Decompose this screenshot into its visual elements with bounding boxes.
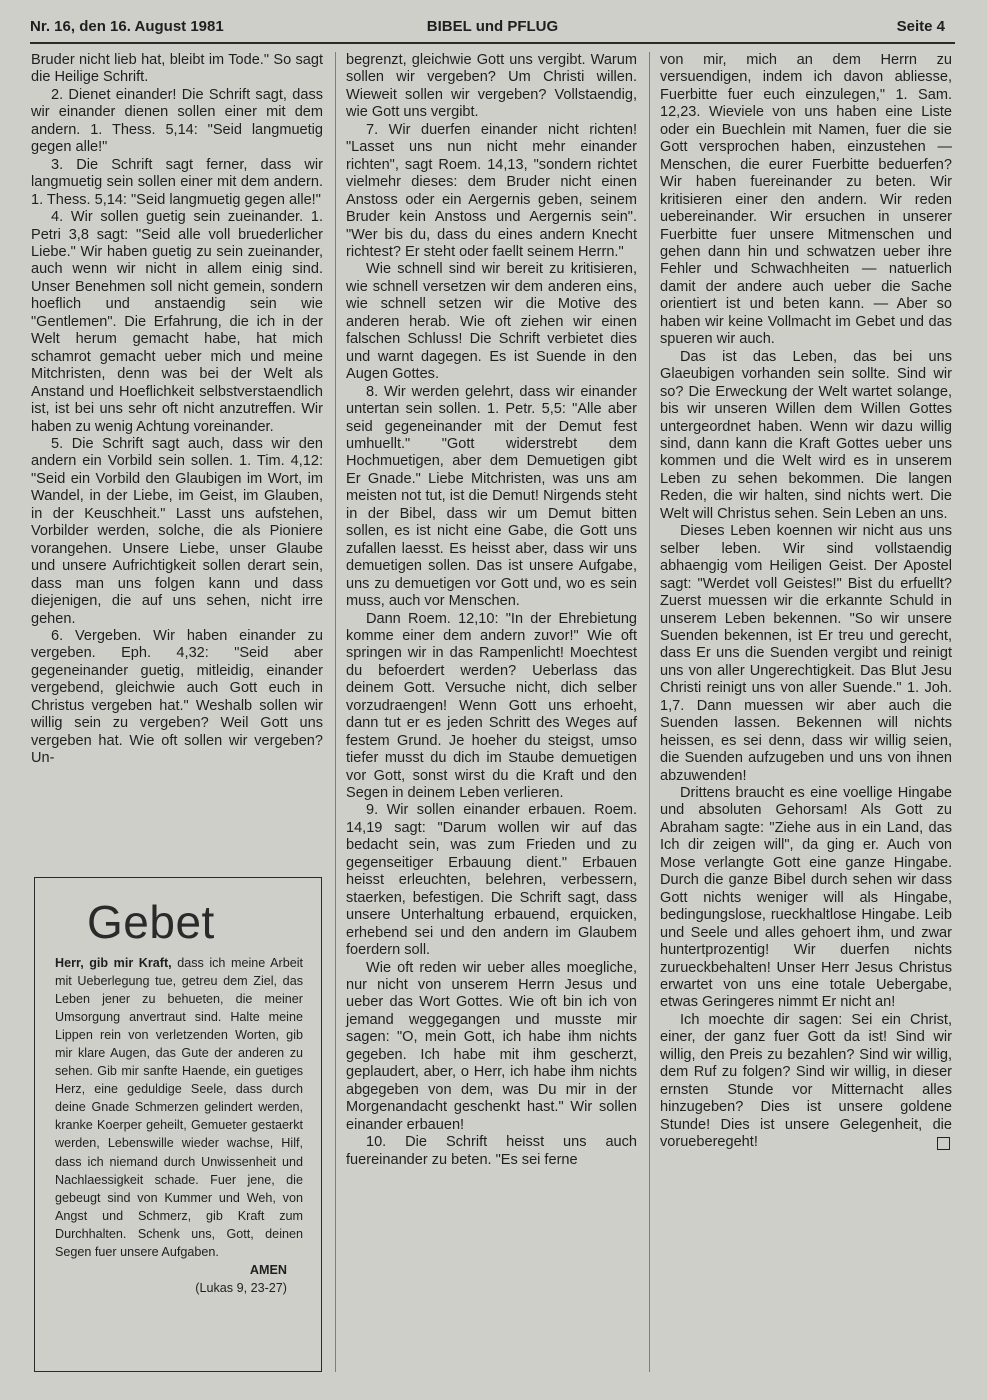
paragraph: 4. Wir sollen guetig sein zueinander. 1. Petri 3,8 sagt: "Seid alle voll bruederlicher Liebe." Wir haben guetig zu sein zueinander, auch wenn wir nicht in allem einig sind. Unser Benehmen soll nicht gemein, sondern hoeflich und anstaendig sein wie "Gentlemen". Die Erfahrung, die ich in der Welt herum gemacht habe, hat mich schamrot gemacht ueber mich und meine Mitchristen, denn was bei der Welt als Anstand und Hoeflichkeit selbstverstaendlich ist, ist bei uns sehr oft nicht anzutreffen. Wir haben zu wenig Achtung voreinander. [31, 209, 323, 435]
column-rule [649, 52, 650, 1372]
prayer-body: dass ich meine Arbeit mit Ueberlegung tue, getreu dem Ziel, das Leben jener zu behueten, die meiner Umsorgung anvertraut sind. Halte meine Lippen rein von verletzenden Worten, gib mir klare Augen, das Gute der anderen zu sehen. Gib mir sanfte Haende, ein guetiges Herz, eine geduldige Seele, dass durch deine Gnade Schmerzen gelindert werden, kranke Koerper geheilt, Gemueter gestaerkt werden, Lebenswille wieder wachse, Hilf, dass ich niemand durch Unwissenheit und Nachlaessigkeit schade. Fuer jene, die gebeugt sind von Kummer und Weh, von Angst und Schmerz, gib Kraft zum Durchhalten. Schenk uns, Gott, deinen Segen fuer unsere Aufgaben. [55, 956, 303, 1259]
paragraph: 2. Dienet einander! Die Schrift sagt, dass wir einander dienen sollen einer mit dem andern. 1. Thess. 5,14: "Seid langmuetig gegen alle!" [31, 86, 323, 156]
paragraph: 10. Die Schrift heisst uns auch fuereinander zu beten. "Es sei ferne [346, 1134, 637, 1168]
column-rule [335, 52, 336, 1372]
prayer-text [55, 954, 303, 1261]
paragraph: Wie schnell sind wir bereit zu kritisieren, wie schnell versetzen wir dem anderen eins, wie schnell setzen wir die Motive des anderen herab. Wie oft ziehen wir einen falschen Schluss! Die Schrift verbietet dies und warnt dagegen. Es ist Suende in den Augen Gottes. [346, 261, 637, 383]
paragraph-text: Ich moechte dir sagen: Sei ein Christ, einer, der ganz fuer Gott da ist! Sind wir willig, den Preis zu bezahlen? Sind wir willig, dem Ruf zu folgen? Sind wir willig, in dieser ernsten Stunde vor Mitternacht alles hinzugeben? Dies ist unsere goldene Stunde! Dies ist unsere Gelegenheit, die vorueberegeht! [660, 1011, 952, 1151]
paragraph: Das ist das Leben, das bei uns Glaeubigen vorhanden sein sollte. Sind wir so? Die Erweckung der Welt wartet solange, bis wir unseren Willen dem Willen Gottes untergeordnet haben. Wenn wir dazu willig sind, dann kann die Kraft Gottes ueber uns kommen und die Welt wird es in unserem Leben zu sehen bekommen. Die langen Reden, die wir halten, sind nichts wert. Die Welt will Christus sehen. Sein Leben an uns. [660, 348, 952, 522]
page-number: Seite 4 [896, 18, 945, 35]
article-column-2 [346, 52, 637, 1169]
prayer-box [34, 877, 322, 1372]
paragraph: begrenzt, gleichwie Gott uns vergibt. Warum sollen wir vergeben? Um Christi willen. Wieweit sollen wir vergeben? Vollstaendig, wie Gott uns vergibt. [346, 52, 637, 121]
page-header [30, 12, 955, 44]
publication-title: BIBEL und PFLUG [426, 18, 559, 35]
paragraph: Dann Roem. 12,10: "In der Ehrebietung komme einer dem andern zuvor!" Wie oft springen wir in das Rampenlicht! Moechtest du befoerdert werden? Ueberlass das deinem Gott. Versuche nicht, dich selber vorzudraengen! Wenn Gott uns erhoeht, dann tut er es jeden Schritt des Weges auf festem Grund. Je hoeher du steigst, umso tiefer musst du dich im Staube demuetigen vor Gott, sonst wirst du die Kraft und den Segen in deinem Leben verlieren. [346, 610, 637, 802]
end-of-article-box [937, 1137, 950, 1150]
paragraph: 8. Wir werden gelehrt, dass wir einander untertan sein sollen. 1. Petr. 5,5: "Alle aber seid gegeneinander mit der Demut fest umhuellt." "Gott widerstrebt dem Hochmuetigen, aber dem Demuetigen gibt Er Gnade." Liebe Mitchristen, was uns am meisten not tut, ist die Demut! Nirgends steht in der Bibel, dass wir um Demut bitten sollen, es ist nicht eine Gabe, die Gott uns zufallen laesst. Es heisst aber, dass wir uns demuetigen sollen. Das ist unsere Aufgabe, uns zu demuetigen vor Gott und, wo es sein muss, auch vor Menschen. [346, 383, 637, 610]
article-column-3 [660, 52, 952, 1152]
paragraph [660, 1012, 952, 1152]
issue-date: Nr. 16, den 16. August 1981 [30, 18, 224, 35]
paragraph: 6. Vergeben. Wir haben einander zu vergeben. Eph. 4,32: "Seid aber gegeneinander guetig, mitleidig, einander vergebend, gleichwie auch Gott euch in Christus vergeben hat." Weshalb sollen wir willig sein zu vergeben? Weil Gott uns vergeben hat. Wie oft sollen wir vergeben? Un- [31, 627, 323, 767]
paragraph: Dieses Leben koennen wir nicht aus uns selber leben. Wir sind vollstaendig abhaengig vom Heiligen Geist. Der Apostel sagt: "Werdet voll Geistes!" Bist du erfuellt? Zuerst muessen wir die erkannte Schuld in unserem Leben bekennen. "So wir unsere Suenden bekennen, ist Er treu und gerecht, dass Er uns die Suenden vergibt und reinigt uns von aller Ungerechtigkeit. Das Blut Jesu Christi reinigt uns von aller Suende." 1. Joh. 1,7. Dann muessen wir aber auch die Suenden lassen. Bekennen will nichts heissen, es sei denn, dass wir willig seien, die Suenden aufzugeben und uns von ihnen abzuwenden! [660, 523, 952, 784]
paragraph: 9. Wir sollen einander erbauen. Roem. 14,19 sagt: "Darum wollen wir auf das bedacht sein, was zum Frieden und zu gegenseitiger Erbauung dient." Erbauen heisst erleuchten, belehren, verbessern, staerken, befestigen. Die Schrift sagt, dass unsere Unterhaltung erbauend, erquicken, erhebend sei und den andern im Glaubem foerdern soll. [346, 802, 637, 959]
paragraph: 7. Wir duerfen einander nicht richten! "Lasset uns nun nicht mehr einander richten", sagt Roem. 14,13, "sondern richtet vielmehr dieses: dem Bruder nicht einen Anstoss oder ein Aergernis geben, seinem Bruder kein Anstoss und Aergernis sein". "Wer bis du, dass du eines andern Knecht richtest? Er steht oder faellt seinem Herrn." [346, 121, 637, 260]
prayer-title: Gebet [87, 896, 215, 948]
prayer-reference: (Lukas 9, 23-27) [195, 1280, 287, 1295]
article-column-1 [31, 52, 323, 768]
prayer-lead: Herr, gib mir Kraft, [55, 956, 172, 970]
paragraph: 5. Die Schrift sagt auch, dass wir den andern ein Vorbild sein sollen. 1. Tim. 4,12: "Seid ein Vorbild den Glaubigen im Wort, im Wandel, in der Liebe, im Geist, im Glauben, in der Keuschheit." Lasst uns aufstehen, Vorbilder werden, solche, die als Pioniere vorangehen. Unsere Liebe, unser Glaube und unsere Aufrichtigkeit sollen derart sein, dass man uns folgen kann und dass diejenigen, die auf uns sehen, nicht irre gehen. [31, 435, 323, 627]
prayer-amen: AMEN [249, 1262, 287, 1277]
paragraph: 3. Die Schrift sagt ferner, dass wir langmuetig sein sollen einer mit dem andern. 1. Thess. 5,14: "Seid langmuetig gegen alle!" [31, 156, 323, 208]
paragraph: Bruder nicht lieb hat, bleibt im Tode." So sagt die Heilige Schrift. [31, 52, 323, 86]
paragraph: von mir, mich an dem Herrn zu versuendigen, indem ich davon abliesse, Fuerbitte fuer euch einzulegen," 1. Sam. 12,23. Wieviele von uns haben eine Liste oder ein Buechlein mit Namen, fuer die sie Gott versprochen haben, einzustehen — Menschen, die eurer Fuerbitte beduerfen? Wir haben fuereinander zu beten. Wir kritisieren einer den andern. Wir reden uebereinander. Wir ersuchen in unserer Fuerbitte fuer unsere Mitmenschen und gehen dann hin und schwatzen ueber ihre Fehler und Schwachheiten — natuerlich damit der andere auch ueber die Sache orientiert ist und beten kann. — Aber so haben wir keine Vollmacht im Gebet und das spueren wir auch. [660, 52, 952, 348]
paragraph: Wie oft reden wir ueber alles moegliche, nur nicht von unserem Herrn Jesus und ueber das Wort Gottes. Wie oft bin ich von jemand weggegangen und musste mir sagen: "O, mein Gott, ich habe ihm nichts gegeben. Ich habe mit ihm gescherzt, geplaudert, aber, o Herr, ich habe ihm nichts abgegeben von dem, was Du mir in der Morgenandacht geschenkt hast." Wir sollen einander erbauen! [346, 959, 637, 1133]
paragraph: Drittens braucht es eine voellige Hingabe und absoluten Gehorsam! Als Gott zu Abraham sagte: "Ziehe aus in ein Land, das Ich dir zeigen will", da ging er. Auch von Mose verlangte Gott eine ganze Hingabe. Durch die ganze Bibel durch sehen wir dass Gott nichts weniger will als Hingabe, bedingungslose, rueckhaltlose Hingabe. Leib und Seele und alles gehoert ihm, und zwar huntertprozentig! Wir duerfen nichts zurueckbehalten! Unser Herr Jesus Christus erwartet von uns eine totale Uebergabe, etwas Geringeres nimmt Er nicht an! [660, 785, 952, 1011]
